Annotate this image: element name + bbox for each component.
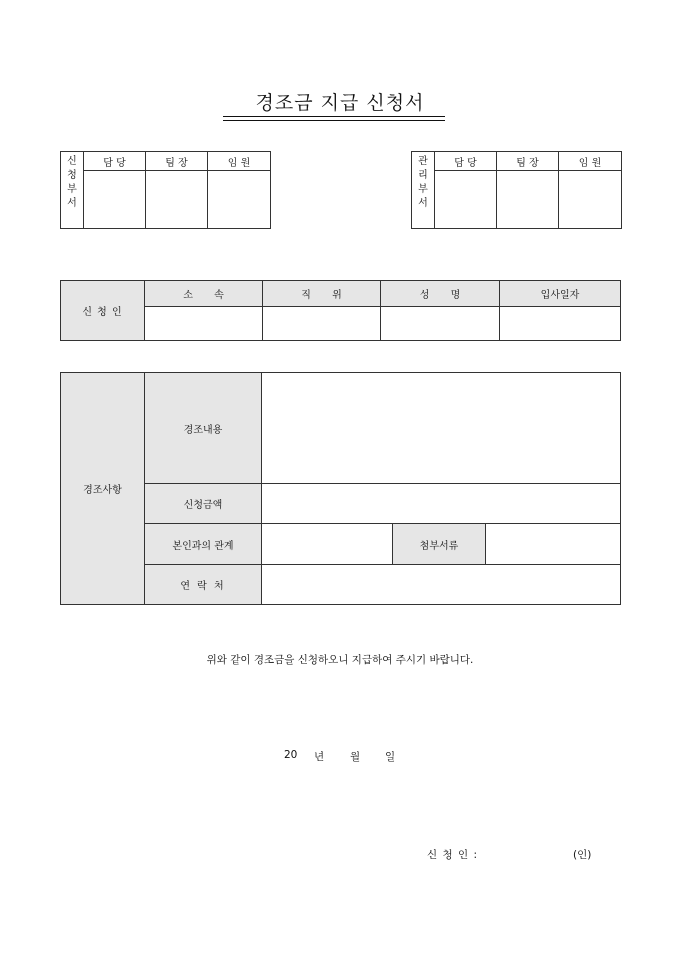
signature-label: 신 청 인 :: [427, 849, 478, 861]
title-underline-bottom: [223, 120, 445, 121]
approval-col-executive: 임 원: [559, 152, 622, 171]
name-field[interactable]: [381, 307, 500, 341]
approval-sign-cell[interactable]: [497, 171, 559, 229]
details-section-label: 경조사항: [61, 373, 145, 605]
contact-label: 연 락 처: [145, 565, 262, 605]
approval-side-label: 관 리 부 서: [412, 152, 435, 229]
position-field[interactable]: [263, 307, 381, 341]
approval-sign-cell[interactable]: [146, 171, 208, 229]
applicant-row-label: 신 청 인: [61, 281, 145, 341]
attachment-field[interactable]: [486, 524, 621, 565]
approval-col-team-lead: 팀 장: [146, 152, 208, 171]
relation-field[interactable]: [262, 524, 393, 565]
applicant-col-position: 직 위: [263, 281, 381, 307]
approval-box-admin-dept: [411, 151, 622, 229]
approval-col-team-lead: 팀 장: [497, 152, 559, 171]
date-year-prefix: 20: [284, 749, 298, 761]
department-field[interactable]: [145, 307, 263, 341]
content-label: 경조내용: [145, 373, 262, 484]
contact-field[interactable]: [262, 565, 621, 605]
date-month-label: 월: [350, 751, 361, 763]
approval-box-applicant-dept: [60, 151, 271, 229]
amount-label: 신청금액: [145, 484, 262, 524]
seal-placeholder: (인): [573, 849, 592, 861]
approval-side-label: 신 청 부 서: [61, 152, 84, 229]
applicant-col-hire-date: 입사일자: [500, 281, 621, 307]
date-day-label: 일: [385, 751, 396, 763]
applicant-col-department: 소 속: [145, 281, 263, 307]
applicant-table: [60, 280, 621, 341]
approval-sign-cell[interactable]: [208, 171, 271, 229]
date-year-label: 년: [314, 751, 325, 763]
approval-col-executive: 임 원: [208, 152, 271, 171]
request-statement: 위와 같이 경조금을 신청하오니 지급하여 주시기 바랍니다.: [206, 654, 474, 666]
approval-col-staff: 담 당: [435, 152, 497, 171]
approval-sign-cell[interactable]: [559, 171, 622, 229]
approval-sign-cell[interactable]: [84, 171, 146, 229]
amount-field[interactable]: [262, 484, 621, 524]
applicant-col-name: 성 명: [381, 281, 500, 307]
approval-col-staff: 담 당: [84, 152, 146, 171]
details-table: [60, 372, 621, 605]
title-underline-top: [223, 116, 445, 117]
document-title: 경조금 지급 신청서: [255, 92, 425, 114]
relation-label: 본인과의 관계: [145, 524, 262, 565]
hire-date-field[interactable]: [500, 307, 621, 341]
approval-sign-cell[interactable]: [435, 171, 497, 229]
attachment-label: 첨부서류: [393, 524, 486, 565]
content-field[interactable]: [262, 373, 621, 484]
